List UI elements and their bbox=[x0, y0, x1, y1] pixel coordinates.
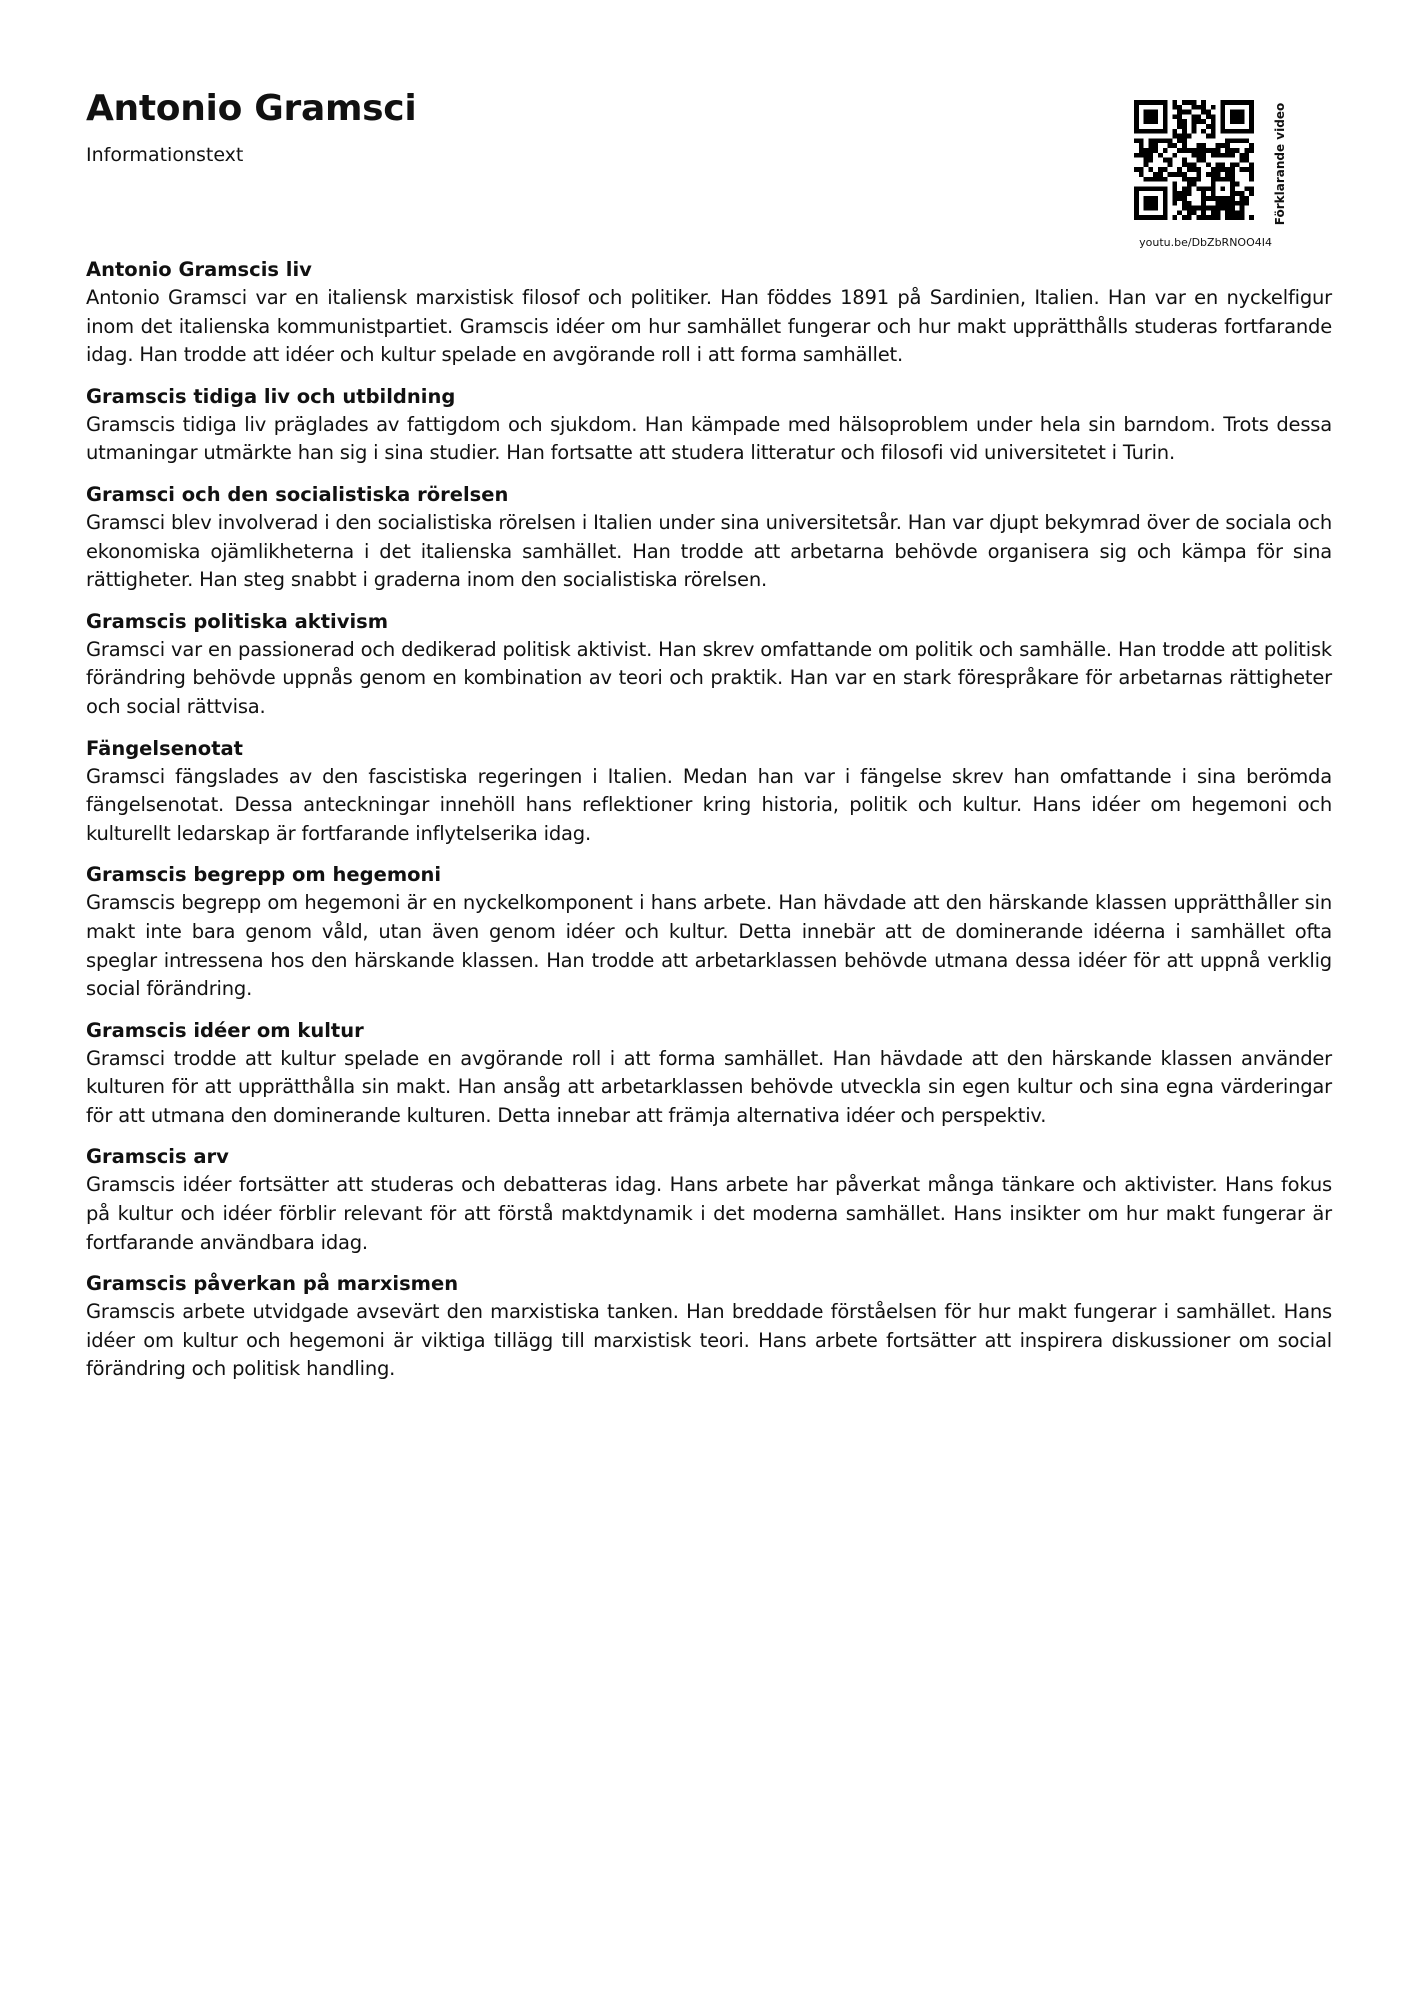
section-heading: Gramscis påverkan på marxismen bbox=[86, 1272, 459, 1296]
page-subtitle: Informationstext bbox=[86, 144, 244, 166]
section-heading: Fängelsenotat bbox=[86, 736, 243, 760]
section-heading: Gramscis tidiga liv och utbildning bbox=[86, 384, 456, 408]
qr-code-icon[interactable] bbox=[1134, 100, 1254, 220]
section-early-life bbox=[86, 383, 1332, 468]
section-body: Gramsci var en passionerad och dedikerad politisk aktivist. Han skrev omfattande om politik och samhälle. Han trodde att politisk förändring behövde uppnås genom en kombination av teori och praktik. Han var en stark förespråkare för arbetarnas rättigheter och social rättvisa. bbox=[86, 637, 1332, 718]
qr-code-block bbox=[1120, 96, 1300, 256]
section-body: Antonio Gramsci var en italiensk marxistisk filosof och politiker. Han föddes 1891 på Sardinien, Italien. Han var en nyckelfigur inom det italienska kommunistpartiet. Gramscis idéer om hur samhället fungerar och hur makt upprätthålls studeras fortfarande idag. Han trodde att idéer och kultur spelade en avgörande roll i att forma samhället. bbox=[86, 286, 1332, 367]
section-heading: Antonio Gramscis liv bbox=[86, 258, 312, 281]
section-heading: Gramscis idéer om kultur bbox=[86, 1018, 364, 1042]
section-hegemony bbox=[86, 861, 1332, 1003]
section-prison-notebooks bbox=[86, 735, 1332, 849]
page-title: Antonio Gramsci bbox=[86, 88, 417, 129]
section-body: Gramsci trodde att kultur spelade en avgörande roll i att forma samhället. Han hävdade att den härskande klassen använder kulturen för att upprätthålla sin makt. Han ansåg att arbetarklassen behövde utveckla sin egen kultur och sina egna värderingar för att utmana den dominerande kulturen. Detta innebar att främja alternativa idéer och perspektiv. bbox=[86, 1046, 1332, 1127]
section-heading: Gramsci och den socialistiska rörelsen bbox=[86, 482, 509, 506]
qr-caption bbox=[1268, 96, 1292, 232]
section-heading: Gramscis politiska aktivism bbox=[86, 609, 389, 633]
section-heading: Gramscis begrepp om hegemoni bbox=[86, 863, 442, 887]
section-heading: Gramscis arv bbox=[86, 1145, 229, 1169]
section-body: Gramscis arbete utvidgade avsevärt den marxistiska tanken. Han breddade förståelsen för hur makt fungerar i samhället. Hans idéer om kultur och hegemoni är viktiga tillägg till marxistisk teori. Hans arbete fortsätter att inspirera diskussioner om social förändring och politisk handling. bbox=[86, 1300, 1332, 1381]
section-body: Gramsci blev involverad i den socialistiska rörelsen i Italien under sina universitetsår. Han var djupt bekymrad över de sociala och ekonomiska ojämlikheterna i det italienska samhället. Han trodde att arbetarna behövde organisera sig och kämpa för sina rättigheter. Han steg snabbt i graderna inom den socialistiska rörelsen. bbox=[86, 510, 1332, 592]
document-body bbox=[86, 256, 1332, 1397]
section-political-activism bbox=[86, 608, 1332, 722]
section-body: Gramscis tidiga liv präglades av fattigdom och sjukdom. Han kämpade med hälsoproblem under hela sin barndom. Trots dessa utmaningar utmärkte han sig i sina studier. Han fortsatte att studera litteratur och filosofi vid universitetet i Turin. bbox=[86, 412, 1332, 465]
section-legacy bbox=[86, 1143, 1332, 1257]
qr-caption-text: Förklarande video bbox=[1273, 102, 1287, 226]
section-socialist-movement bbox=[86, 481, 1332, 595]
section-body: Gramscis begrepp om hegemoni är en nyckelkomponent i hans arbete. Han hävdade att den härskande klassen upprätthåller sin makt inte bara genom våld, utan även genom idéer och kultur. Detta innebär att de dominerande idéerna i samhället ofta speglar intressena hos den härskande klassen. Han trodde att arbetarklassen behövde utmana dessa idéer för att uppnå verklig social förändring. bbox=[86, 891, 1332, 1001]
section-body: Gramsci fängslades av den fascistiska regeringen i Italien. Medan han var i fängelse skrev han omfattande i sina berömda fängelsenotat. Dessa anteckningar innehöll hans reflektioner kring historia, politik och kultur. Hans idéer om hegemoni och kulturellt ledarskap är fortfarande inflytelserika idag. bbox=[86, 764, 1332, 845]
qr-url-link[interactable]: youtu.be/DbZbRNOO4I4 bbox=[1139, 236, 1272, 249]
section-body: Gramscis idéer fortsätter att studeras och debatteras idag. Hans arbete har påverkat många tänkare och aktivister. Hans fokus på kultur och idéer förblir relevant för att förstå maktdynamik i det moderna samhället. Hans insikter om hur makt fungerar är fortfarande användbara idag. bbox=[86, 1173, 1332, 1254]
section-life bbox=[86, 256, 1332, 370]
section-marxism-impact bbox=[86, 1270, 1332, 1384]
section-culture bbox=[86, 1017, 1332, 1131]
